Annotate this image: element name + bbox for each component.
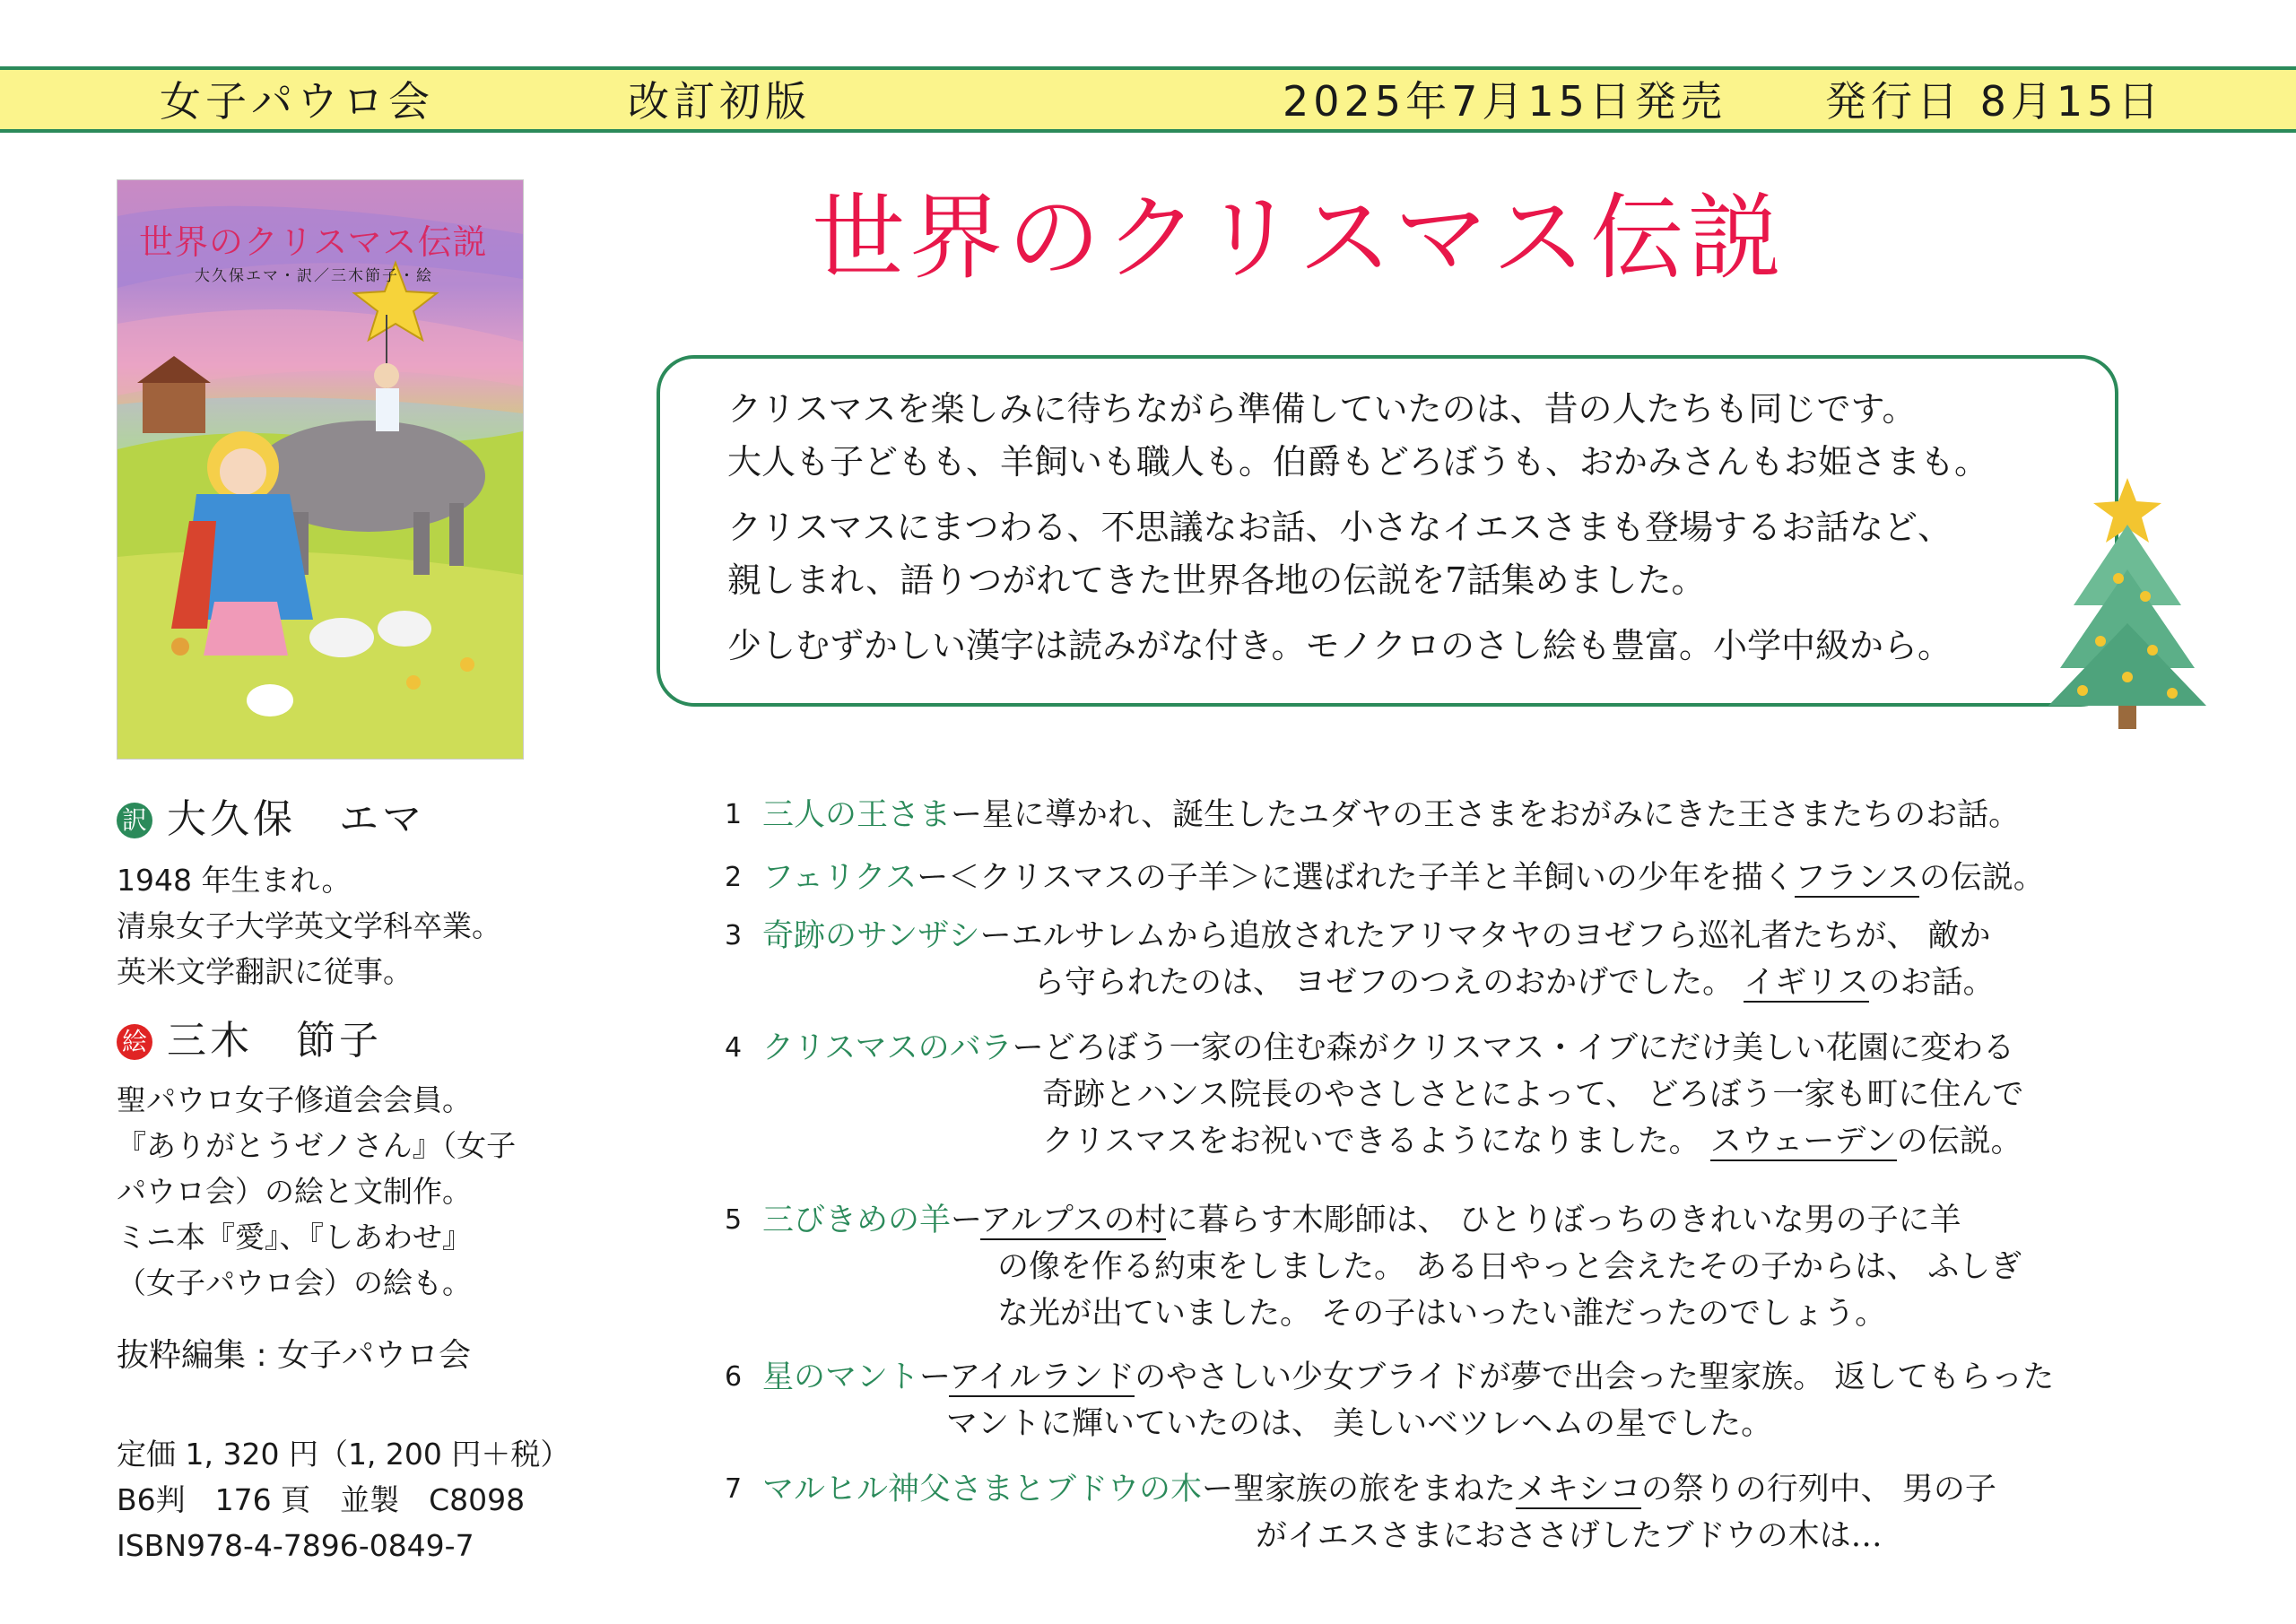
price: 定価 1, 320 円（1, 200 円＋税） [117,1437,570,1472]
story-line [762,1356,2054,1399]
story-number: 2 [725,862,743,893]
description-line: クリスマスを楽しみに待ちながら準備していたのは、昔の人たちも同じです。 [727,389,1917,429]
book-cover [117,179,524,760]
story-text: 奇跡とハンス院長のやさしさとによって、 どろぼう一家も町に住んで [1042,1077,2024,1113]
story-number: 6 [725,1361,743,1393]
story-number: 3 [725,920,743,951]
story-text: ー [951,1203,981,1238]
story-title: 三人の王さま [762,797,952,833]
story-title: 奇跡のサンザシ [762,918,980,954]
story-line [1256,1515,1883,1558]
story-text: ー [919,1359,950,1395]
issue-date: 発行日 8月15日 [1825,77,2164,126]
header-band [0,66,2296,133]
translator-bio-line: 英米文学翻訳に従事。 [117,954,413,989]
book-format: B6判 176 頁 並製 C8098 [117,1482,526,1517]
illustrator-name: 三木 節子 [167,1018,382,1064]
story-text: ー＜クリスマスの子羊＞に選ばれた子羊と羊飼いの少年を描く [917,860,1795,896]
story-number: 1 [725,799,743,830]
translator-bio-line: 清泉女子大学英文学科卒業。 [117,908,501,943]
illustrator-bio-line: （女子パウロ会）の絵も。 [117,1265,472,1300]
story-text: の像を作る約束をしました。 ある日やっと会えたその子からは、 ふしぎ [997,1249,2022,1285]
story-line [762,1027,2014,1070]
description-box [657,355,2118,707]
story-line [1033,961,1995,1004]
christmas-tree-illustration [2047,471,2208,731]
story-title: クリスマスのバラ [762,1030,1013,1066]
story-title: 三びきめの羊 [762,1203,952,1238]
story-text: マントに輝いていたのは、 美しいベツレヘムの星でした。 [946,1406,1773,1442]
story-text: の伝説。 [1918,860,2045,896]
edition-label: 改訂初版 [628,77,811,126]
story-title: 星のマント [762,1359,920,1395]
story-text: クリスマスをお祝いできるようになりました。 [1042,1124,1710,1159]
story-title: マルヒル神父さまとブドウの木 [762,1472,1203,1507]
story-text: ーエルサレムから追放されたアリマタヤのヨゼフら巡礼者たちが、 敵か [979,918,1991,954]
story-line [997,1292,1886,1335]
description-line: 大人も子どもも、羊飼いも職人も。伯爵もどろぼうも、おかみさんもお姫さまも。 [727,442,1989,482]
isbn: ISBN978-4-7896-0849-7 [117,1528,474,1563]
description-line: 親しまれ、語りつがれてきた世界各地の伝説を7話集めました。 [727,560,1706,600]
story-number: 4 [725,1032,743,1064]
story-text: ーどろぼう一家の住む森がクリスマス・イブにだけ美しい花園に変わる [1012,1030,2015,1066]
story-line [762,915,1991,958]
illustrator-bio-line: パウロ会）の絵と文制作。 [117,1174,472,1209]
place-name: スウェーデン [1709,1124,1897,1159]
place-name: フランス [1794,860,1919,896]
story-number: 7 [725,1473,743,1505]
cover-credits: 大久保エマ・訳／三木節子・絵 [195,267,433,285]
editor-credit: 抜粋編集 : 女子パウロ会 [117,1337,472,1374]
story-line [946,1403,1772,1446]
page-title: 世界のクリスマス伝説 [812,183,1786,292]
illustrator-bio-line: 『ありがとうゼノさん』（女子 [117,1128,517,1163]
place-name: メキシコ [1516,1472,1641,1507]
story-line [762,1468,1996,1511]
cover-title: 世界のクリスマス伝説 [139,222,488,262]
translator-bio-line: 1948 年生まれ。 [117,863,352,898]
release-date: 2025年7月15日発売 [1283,77,1726,126]
story-number: 5 [725,1204,743,1236]
place-name: アイルランド [949,1359,1135,1395]
story-title: フェリクス [762,860,918,896]
story-line [762,794,2020,837]
story-text: の祭りの行列中、 男の子 [1640,1472,1996,1507]
story-line [1042,1120,2022,1163]
illustrator-badge: 絵 [117,1024,152,1060]
story-text: な光が出ていました。 その子はいったい誰だったのでしょう。 [997,1296,1887,1332]
story-line [762,856,2045,899]
story-text: ら守られたのは、 ヨゼフのつえのおかげでした。 [1033,965,1744,1001]
publisher-label: 女子パウロ会 [160,77,434,126]
story-text: ー星に導かれ、誕生したユダヤの王さまをおがみにきた王さまたちのお話。 [951,797,2021,833]
story-text: がイエスさまにおささげしたブドウの木は… [1256,1518,1883,1554]
story-line [762,1199,1961,1242]
illustrator-bio-line: 聖パウロ女子修道会会員。 [117,1082,472,1117]
description-line: クリスマスにまつわる、不思議なお話、小さなイエスさまも登場するお話など、 [727,508,1952,547]
story-text: ー聖家族の旅をまねた [1202,1472,1517,1507]
story-text: のやさしい少女ブライドが夢で出会った聖家族。 返してもらった [1135,1359,2055,1395]
story-text: に暮らす木彫師は、 ひとりぼっちのきれいな男の子に羊 [1166,1203,1961,1238]
story-line [1042,1073,2023,1116]
translator-badge: 訳 [117,803,152,838]
story-text: のお話。 [1868,965,1995,1001]
translator-name: 大久保 エマ [167,796,425,842]
illustrator-bio-line: ミニ本『愛』、『しあわせ』 [117,1220,472,1255]
story-text: の伝説。 [1896,1124,2022,1159]
description-line: 少しむずかしい漢字は読みがな付き。モノクロのさし絵も豊富。小学中級から。 [727,626,1952,665]
place-name: アルプスの村 [980,1203,1167,1238]
story-line [997,1246,2022,1289]
place-name: イギリス [1744,965,1869,1001]
